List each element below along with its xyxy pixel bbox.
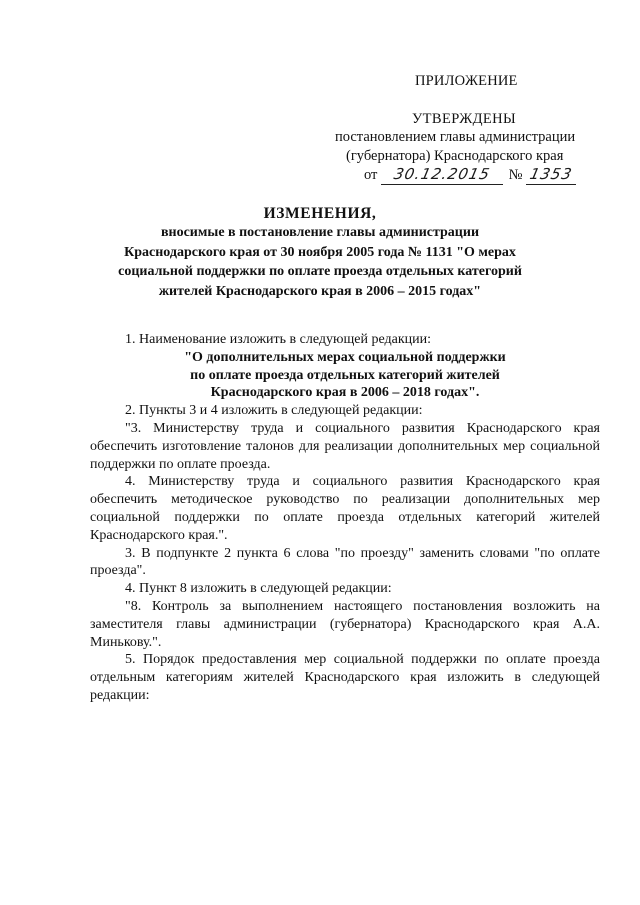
document-title: ИЗМЕНЕНИЯ,	[263, 205, 377, 222]
document-body	[90, 331, 600, 705]
date-prefix: от	[364, 167, 378, 183]
subtitle-line: вносимые в постановление главы администрации	[160, 225, 480, 240]
number-field	[526, 166, 576, 185]
paragraph-5: 3. В подпункте 2 пункта 6 слова "по проезду" заменить словами "по оплате проезда".	[90, 545, 600, 579]
number-prefix: №	[508, 167, 523, 183]
new-title-quote-line: по оплате проезда отдельных категорий жителей	[190, 367, 500, 383]
paragraph-4: 4. Министерству труда и социального развития Краснодарского края обеспечить методическое руководство по реализации дополнительных мер социальной поддержки по оплате проезда отдельных категорий жителей Краснодарского края.".	[90, 474, 600, 543]
paragraph-1: 1. Наименование изложить в следующей редакции:	[125, 332, 431, 347]
approved-label: УТВЕРЖДЕНЫ	[412, 111, 517, 127]
paragraph-6: 4. Пункт 8 изложить в следующей редакции:	[125, 581, 392, 597]
new-title-quote-line: "О дополнительных мерах социальной поддержки	[184, 349, 506, 365]
approved-by-line: постановлением главы администрации	[335, 129, 576, 145]
new-title-quote-line: Краснодарского края в 2006 – 2018 годах".	[210, 385, 480, 401]
handwritten-date: 30.12.2015	[392, 165, 492, 183]
appendix-label: ПРИЛОЖЕНИЕ	[415, 73, 518, 89]
paragraph-8: 5. Порядок предоставления мер социальной поддержки по оплате проезда отдельным категориям жителей Краснодарского края изложить в следующей редакции:	[90, 652, 600, 703]
document-subtitle	[0, 223, 640, 301]
date-number-line	[364, 166, 576, 188]
paragraph-2: 2. Пункты 3 и 4 изложить в следующей редакции:	[125, 403, 423, 419]
approved-by-line-2: (губернатора) Краснодарского края	[346, 148, 564, 164]
subtitle-line: Краснодарского края от 30 ноября 2005 года № 1131 "О мерах	[124, 244, 516, 260]
subtitle-line: жителей Краснодарского края в 2006 – 2015 годах"	[158, 283, 482, 299]
paragraph-7: "8. Контроль за выполнением настоящего постановления возложить на заместителя главы администрации (губернатора) Краснодарского края А.А. Минькову.".	[90, 598, 600, 650]
date-field	[381, 166, 503, 185]
handwritten-number: 1353	[528, 165, 575, 183]
paragraph-3: "3. Министерству труда и социального развития Краснодарского края обеспечить изготовление талонов для реализации дополнительных мер социальной поддержки по оплате проезда.	[90, 420, 600, 472]
subtitle-line: социальной поддержки по оплате проезда отдельных категорий	[118, 264, 522, 279]
